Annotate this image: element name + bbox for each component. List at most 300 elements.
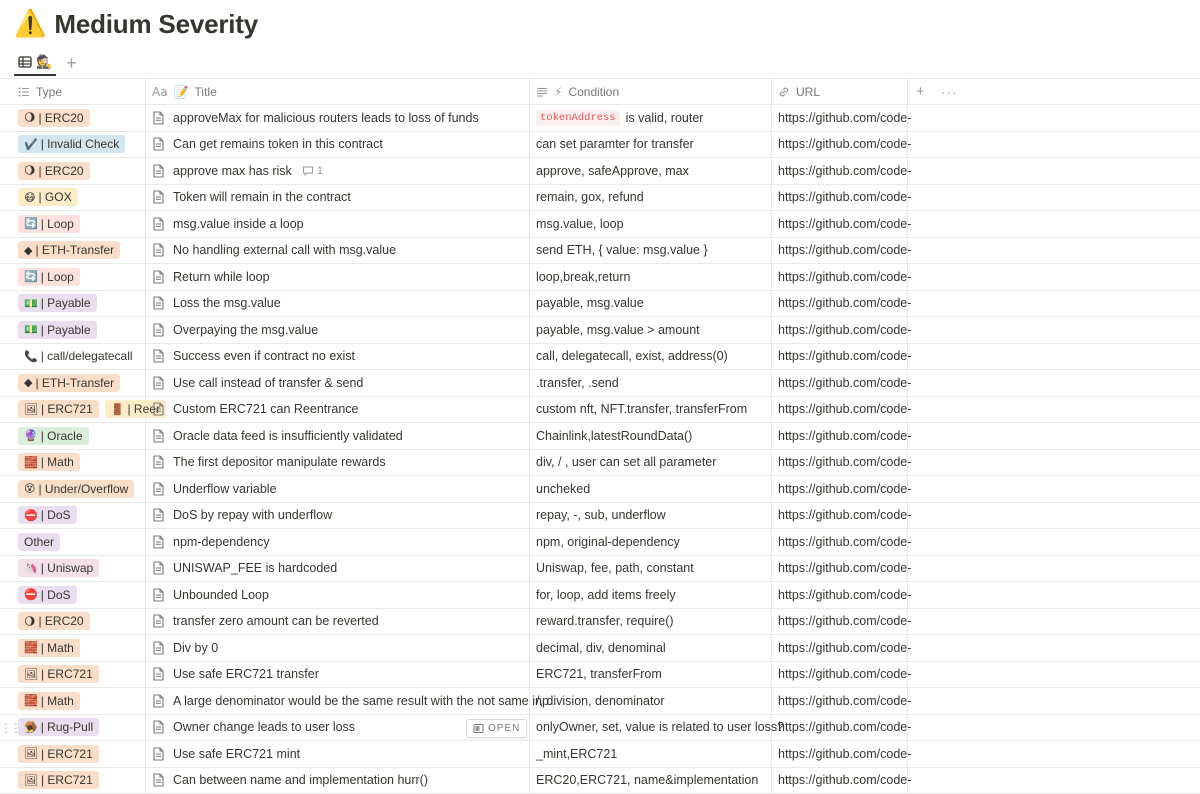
table-row[interactable]: [0, 158, 1200, 185]
title-cell[interactable]: [146, 556, 530, 582]
condition-cell[interactable]: [530, 450, 772, 476]
condition-cell[interactable]: [530, 503, 772, 529]
type-tag[interactable]: [18, 480, 134, 498]
url-text[interactable]: https://github.com/code-: [778, 747, 911, 761]
condition-cell[interactable]: [530, 317, 772, 343]
row-title[interactable]: npm-dependency: [173, 535, 270, 549]
condition-text: ERC721, transferFrom: [536, 667, 662, 681]
condition-text: send ETH, { value: msg.value }: [536, 243, 708, 257]
page-icon: [152, 296, 165, 310]
type-cell[interactable]: [0, 741, 146, 767]
table-row[interactable]: [0, 688, 1200, 715]
table-row[interactable]: [0, 556, 1200, 583]
table-row[interactable]: [0, 211, 1200, 238]
url-text[interactable]: https://github.com/code-: [778, 111, 911, 125]
tag-emoji-icon: 🖼: [24, 403, 38, 416]
url-text[interactable]: https://github.com/code-: [778, 588, 911, 602]
url-cell[interactable]: [772, 662, 908, 688]
type-tag[interactable]: [18, 347, 139, 365]
row-title[interactable]: Return while loop: [173, 270, 270, 284]
empty-cell: [908, 582, 1200, 608]
url-text[interactable]: https://github.com/code-: [778, 561, 911, 575]
condition-cell[interactable]: [530, 635, 772, 661]
url-cell[interactable]: [772, 688, 908, 714]
row-title[interactable]: approve max has risk: [173, 164, 292, 178]
condition-text: div, / , user can set all parameter: [536, 455, 716, 469]
condition-text: payable, msg.value > amount: [536, 323, 700, 337]
condition-cell[interactable]: [530, 238, 772, 264]
title-cell[interactable]: [146, 450, 530, 476]
tag-label: | DoS: [41, 508, 71, 522]
url-cell[interactable]: [772, 529, 908, 555]
url-cell[interactable]: [772, 185, 908, 211]
condition-cell[interactable]: [530, 476, 772, 502]
row-title[interactable]: Oracle data feed is insufficiently validated: [173, 429, 403, 443]
url-cell[interactable]: [772, 238, 908, 264]
title-cell[interactable]: [146, 476, 530, 502]
column-header-type[interactable]: [0, 79, 146, 104]
column-label: Type: [36, 85, 62, 99]
condition-cell[interactable]: [530, 291, 772, 317]
type-tag[interactable]: [18, 692, 80, 710]
row-title[interactable]: UNISWAP_FEE is hardcoded: [173, 561, 337, 575]
type-tag[interactable]: [18, 453, 80, 471]
type-cell[interactable]: [0, 211, 146, 237]
type-cell[interactable]: [0, 450, 146, 476]
type-tag[interactable]: [18, 109, 90, 127]
tag-label: | ERC721: [41, 667, 93, 681]
condition-cell[interactable]: [530, 741, 772, 767]
condition-cell[interactable]: [530, 662, 772, 688]
title-cell[interactable]: [146, 370, 530, 396]
type-cell[interactable]: [0, 105, 146, 131]
type-tag[interactable]: [18, 188, 78, 206]
row-title[interactable]: The first depositor manipulate rewards: [173, 455, 386, 469]
type-tag[interactable]: [18, 215, 80, 233]
type-cell[interactable]: [0, 609, 146, 635]
tag-emoji-icon: 🧱: [24, 641, 38, 654]
tag-label: | ERC721: [41, 747, 93, 761]
table-row[interactable]: [0, 370, 1200, 397]
row-title[interactable]: Use call instead of transfer & send: [173, 376, 363, 390]
table-row[interactable]: [0, 317, 1200, 344]
tag-emoji-icon: 💵: [24, 297, 38, 310]
title-cell[interactable]: [146, 291, 530, 317]
table-row[interactable]: [0, 635, 1200, 662]
condition-cell[interactable]: [530, 370, 772, 396]
url-cell[interactable]: [772, 609, 908, 635]
type-tag[interactable]: [18, 718, 99, 736]
type-tag[interactable]: [18, 294, 97, 312]
tag-emoji-icon: ◆: [24, 244, 32, 257]
empty-cell: [908, 715, 1200, 741]
table-row[interactable]: [0, 105, 1200, 132]
page-icon: [152, 111, 165, 125]
title-cell[interactable]: [146, 688, 530, 714]
tag-emoji-icon: 🌖: [24, 615, 35, 628]
title-cell[interactable]: [146, 132, 530, 158]
type-tag[interactable]: [18, 665, 99, 683]
tag-emoji-icon: 🧱: [24, 456, 38, 469]
title-cell[interactable]: [146, 158, 530, 184]
condition-text: loop,break,return: [536, 270, 631, 284]
table-row[interactable]: [0, 344, 1200, 371]
url-text[interactable]: https://github.com/code-: [778, 667, 911, 681]
table-row[interactable]: [0, 423, 1200, 450]
condition-cell[interactable]: [530, 105, 772, 131]
type-cell[interactable]: [0, 635, 146, 661]
url-cell[interactable]: [772, 476, 908, 502]
url-cell[interactable]: [772, 715, 908, 741]
type-cell[interactable]: [0, 582, 146, 608]
url-cell[interactable]: [772, 370, 908, 396]
column-label: Condition: [568, 85, 619, 99]
title-cell[interactable]: [146, 503, 530, 529]
column-header-title[interactable]: [146, 79, 530, 104]
page-icon: [152, 720, 165, 734]
tag-label: | Payable: [41, 323, 91, 337]
url-text[interactable]: https://github.com/code-: [778, 376, 911, 390]
tag-emoji-icon: 🖼: [24, 747, 38, 760]
row-title[interactable]: Custom ERC721 can Reentrance: [173, 402, 359, 416]
add-column-button[interactable]: +: [916, 83, 925, 100]
row-title[interactable]: Overpaying the msg.value: [173, 323, 318, 337]
table-row[interactable]: [0, 132, 1200, 159]
row-title[interactable]: Unbounded Loop: [173, 588, 269, 602]
condition-text: approve, safeApprove, max: [536, 164, 689, 178]
tag-label: Other: [24, 535, 54, 549]
type-tag[interactable]: [18, 135, 125, 153]
row-title[interactable]: Underflow variable: [173, 482, 277, 496]
table-row[interactable]: [0, 264, 1200, 291]
url-text[interactable]: https://github.com/code-: [778, 508, 911, 522]
row-title[interactable]: transfer zero amount can be reverted: [173, 614, 379, 628]
title-cell[interactable]: [146, 423, 530, 449]
type-tag[interactable]: [18, 321, 97, 339]
tag-label: | Math: [41, 694, 74, 708]
row-title[interactable]: Owner change leads to user loss: [173, 720, 355, 734]
row-title[interactable]: Token will remain in the contract: [173, 190, 351, 204]
type-tag[interactable]: [18, 162, 90, 180]
condition-cell[interactable]: [530, 688, 772, 714]
type-cell[interactable]: [0, 423, 146, 449]
column-header-condition[interactable]: [530, 79, 772, 104]
table-row[interactable]: [0, 450, 1200, 477]
url-cell[interactable]: [772, 158, 908, 184]
condition-cell[interactable]: [530, 132, 772, 158]
url-text[interactable]: https://github.com/code-: [778, 296, 911, 310]
table-header: [0, 78, 1200, 105]
row-title[interactable]: No handling external call with msg.value: [173, 243, 396, 257]
url-cell[interactable]: [772, 291, 908, 317]
tag-label: | ERC20: [38, 111, 83, 125]
condition-text: decimal, div, denominal: [536, 641, 666, 655]
tag-label: | Uniswap: [41, 561, 93, 575]
title-cell[interactable]: [146, 397, 530, 423]
row-title[interactable]: Loss the msg.value: [173, 296, 281, 310]
page-icon: [152, 270, 165, 284]
open-label: OPEN: [488, 723, 520, 734]
url-text[interactable]: https://github.com/code-: [778, 641, 911, 655]
tag-emoji-icon: 🖼: [24, 668, 38, 681]
condition-cell[interactable]: [530, 423, 772, 449]
page-icon: [152, 164, 165, 178]
table-row[interactable]: [0, 609, 1200, 636]
type-cell[interactable]: [0, 503, 146, 529]
drag-handle-icon[interactable]: ⋮⋮: [0, 721, 20, 735]
condition-text: remain, gox, refund: [536, 190, 644, 204]
type-cell[interactable]: [0, 556, 146, 582]
type-tag[interactable]: [18, 400, 99, 418]
condition-cell[interactable]: [530, 264, 772, 290]
type-tag[interactable]: [18, 639, 80, 657]
row-title[interactable]: Use safe ERC721 mint: [173, 747, 300, 761]
column-label: URL: [796, 85, 820, 99]
type-cell[interactable]: [0, 529, 146, 555]
condition-text: payable, msg.value: [536, 296, 644, 310]
url-text[interactable]: https://github.com/code-: [778, 270, 911, 284]
condition-cell[interactable]: [530, 397, 772, 423]
tag-emoji-icon: 🌖: [24, 164, 35, 177]
tag-label: | ETH-Transfer: [35, 243, 114, 257]
url-text[interactable]: https://github.com/code-: [778, 137, 911, 151]
tag-label: | Under/Overflow: [38, 482, 128, 496]
url-cell[interactable]: [772, 344, 908, 370]
type-tag[interactable]: [18, 374, 120, 392]
tag-label: | GOX: [38, 190, 71, 204]
database-table: [0, 78, 1200, 794]
condition-cell[interactable]: [530, 556, 772, 582]
type-cell[interactable]: [0, 715, 146, 741]
tag-emoji-icon: 😷: [24, 191, 35, 204]
type-cell[interactable]: [0, 476, 146, 502]
title-cell[interactable]: [146, 238, 530, 264]
url-text[interactable]: https://github.com/code-: [778, 694, 911, 708]
condition-cell[interactable]: [530, 529, 772, 555]
empty-cell: [908, 635, 1200, 661]
url-cell[interactable]: [772, 450, 908, 476]
row-title[interactable]: msg.value inside a loop: [173, 217, 304, 231]
url-cell[interactable]: [772, 397, 908, 423]
url-cell[interactable]: [772, 556, 908, 582]
url-text[interactable]: https://github.com/code-: [778, 164, 911, 178]
condition-cell[interactable]: [530, 158, 772, 184]
type-cell[interactable]: [0, 185, 146, 211]
row-title[interactable]: A large denominator would be the same result with the not same inp: [173, 694, 549, 708]
condition-text: can set paramter for transfer: [536, 137, 694, 151]
row-title[interactable]: DoS by repay with underflow: [173, 508, 332, 522]
empty-cell: [908, 688, 1200, 714]
empty-cell: [908, 450, 1200, 476]
condition-text: is valid, router: [626, 111, 704, 125]
memo-icon: 📝: [174, 85, 189, 99]
url-text[interactable]: https://github.com/code-: [778, 402, 911, 416]
tag-emoji-icon: 🪤: [24, 721, 38, 734]
table-row[interactable]: [0, 503, 1200, 530]
table-row[interactable]: [0, 582, 1200, 609]
empty-cell: [908, 662, 1200, 688]
page-icon: [152, 667, 165, 681]
url-cell[interactable]: [772, 132, 908, 158]
type-cell[interactable]: [0, 317, 146, 343]
condition-cell[interactable]: [530, 211, 772, 237]
tag-emoji-icon: ◆: [24, 376, 32, 389]
table-row[interactable]: [0, 662, 1200, 689]
condition-cell[interactable]: [530, 715, 772, 741]
url-cell[interactable]: [772, 503, 908, 529]
tag-label: | Rug-Pull: [41, 720, 93, 734]
title-cell[interactable]: [146, 741, 530, 767]
page-header: [14, 4, 258, 44]
type-tag[interactable]: [18, 427, 89, 445]
page-icon: [152, 588, 165, 602]
title-cell[interactable]: [146, 662, 530, 688]
table-row[interactable]: [0, 291, 1200, 318]
url-cell[interactable]: [772, 741, 908, 767]
type-cell[interactable]: [0, 291, 146, 317]
condition-text: onlyOwner, set, value is related to user loss?: [536, 720, 784, 734]
title-cell[interactable]: [146, 317, 530, 343]
tag-label: | Loop: [41, 270, 74, 284]
comment-count[interactable]: [302, 165, 323, 177]
list-icon: [18, 86, 30, 98]
condition-cell[interactable]: [530, 344, 772, 370]
url-text[interactable]: https://github.com/code-: [778, 349, 911, 363]
url-text[interactable]: https://github.com/code-: [778, 535, 911, 549]
url-cell[interactable]: [772, 635, 908, 661]
empty-cell: [908, 132, 1200, 158]
table-row[interactable]: [0, 185, 1200, 212]
url-text[interactable]: https://github.com/code-: [778, 482, 911, 496]
add-view-button[interactable]: +: [66, 54, 77, 72]
url-text[interactable]: https://github.com/code-: [778, 614, 911, 628]
type-tag[interactable]: [18, 533, 60, 551]
row-title[interactable]: Can between name and implementation hurr(): [173, 773, 428, 787]
condition-cell[interactable]: [530, 185, 772, 211]
type-cell[interactable]: [0, 370, 146, 396]
type-cell[interactable]: [0, 132, 146, 158]
more-options-icon[interactable]: ···: [941, 84, 958, 100]
url-cell[interactable]: [772, 582, 908, 608]
row-title[interactable]: approveMax for malicious routers leads to loss of funds: [173, 111, 479, 125]
title-cell[interactable]: [146, 211, 530, 237]
condition-cell[interactable]: [530, 582, 772, 608]
empty-cell: [908, 423, 1200, 449]
type-tag[interactable]: [18, 241, 120, 259]
tag-label: | ETH-Transfer: [35, 376, 114, 390]
url-cell[interactable]: [772, 264, 908, 290]
page-icon: [152, 773, 165, 787]
type-cell[interactable]: [0, 662, 146, 688]
table-row[interactable]: [0, 397, 1200, 424]
url-cell[interactable]: [772, 211, 908, 237]
title-cell[interactable]: [146, 185, 530, 211]
page-icon: [152, 429, 165, 443]
tab-table-view[interactable]: [14, 50, 56, 76]
title-cell[interactable]: [146, 264, 530, 290]
condition-text: ERC20,ERC721, name&implementation: [536, 773, 758, 787]
tag-label: | call/delegatecall: [41, 349, 133, 363]
type-tag[interactable]: [18, 506, 77, 524]
column-label: Title: [195, 85, 217, 99]
type-cell[interactable]: [0, 158, 146, 184]
tag-label: | Math: [41, 641, 74, 655]
open-page-button[interactable]: [466, 719, 527, 738]
table-row[interactable]: [0, 529, 1200, 556]
tag-emoji-icon: 🔄: [24, 270, 38, 283]
title-cell[interactable]: [146, 529, 530, 555]
url-text[interactable]: https://github.com/code-: [778, 217, 911, 231]
row-title[interactable]: Success even if contract no exist: [173, 349, 355, 363]
title-cell[interactable]: [146, 635, 530, 661]
page-title[interactable]: Medium Severity: [54, 9, 258, 40]
url-cell[interactable]: [772, 768, 908, 794]
url-text[interactable]: https://github.com/code-: [778, 190, 911, 204]
type-cell[interactable]: [0, 344, 146, 370]
table-row[interactable]: [0, 476, 1200, 503]
comment-icon: [302, 165, 314, 177]
type-tag[interactable]: [18, 771, 99, 789]
title-cell[interactable]: [146, 582, 530, 608]
empty-cell: [908, 503, 1200, 529]
tag-emoji-icon: 💵: [24, 323, 38, 336]
url-cell[interactable]: [772, 317, 908, 343]
title-cell[interactable]: [146, 105, 530, 131]
tag-label: | Invalid Check: [41, 137, 120, 151]
type-cell[interactable]: [0, 238, 146, 264]
row-title[interactable]: Div by 0: [173, 641, 218, 655]
title-cell[interactable]: [146, 344, 530, 370]
url-text[interactable]: https://github.com/code-: [778, 429, 911, 443]
lightning-icon: ⚡: [554, 85, 562, 99]
tag-label: | Oracle: [41, 429, 83, 443]
type-tag[interactable]: [18, 612, 90, 630]
title-cell[interactable]: [146, 768, 530, 794]
empty-cell: [908, 238, 1200, 264]
condition-text: /, division, denominator: [536, 694, 665, 708]
tag-label: | DoS: [41, 588, 71, 602]
type-cell[interactable]: [0, 264, 146, 290]
type-tag[interactable]: [18, 268, 80, 286]
table-row[interactable]: [0, 715, 1200, 742]
condition-text: custom nft, NFT.transfer, transferFrom: [536, 402, 747, 416]
row-title[interactable]: Use safe ERC721 transfer: [173, 667, 319, 681]
type-cell[interactable]: [0, 397, 146, 423]
tag-label: | ERC20: [38, 164, 83, 178]
url-text[interactable]: https://github.com/code-: [778, 773, 911, 787]
empty-cell: [908, 609, 1200, 635]
column-header-url[interactable]: [772, 79, 908, 104]
table-row[interactable]: [0, 741, 1200, 768]
type-cell[interactable]: [0, 688, 146, 714]
condition-cell[interactable]: [530, 768, 772, 794]
url-text[interactable]: https://github.com/code-: [778, 243, 911, 257]
url-text[interactable]: https://github.com/code-: [778, 323, 911, 337]
url-cell[interactable]: [772, 105, 908, 131]
type-cell[interactable]: [0, 768, 146, 794]
url-text[interactable]: https://github.com/code-: [778, 455, 911, 469]
title-cell[interactable]: [146, 609, 530, 635]
url-text[interactable]: https://github.com/code-: [778, 720, 911, 734]
table-row[interactable]: [0, 238, 1200, 265]
type-tag[interactable]: [18, 559, 99, 577]
row-title[interactable]: Can get remains token in this contract: [173, 137, 383, 151]
type-tag[interactable]: [18, 745, 99, 763]
url-cell[interactable]: [772, 423, 908, 449]
condition-cell[interactable]: [530, 609, 772, 635]
type-tag[interactable]: [18, 586, 77, 604]
table-row[interactable]: [0, 768, 1200, 794]
